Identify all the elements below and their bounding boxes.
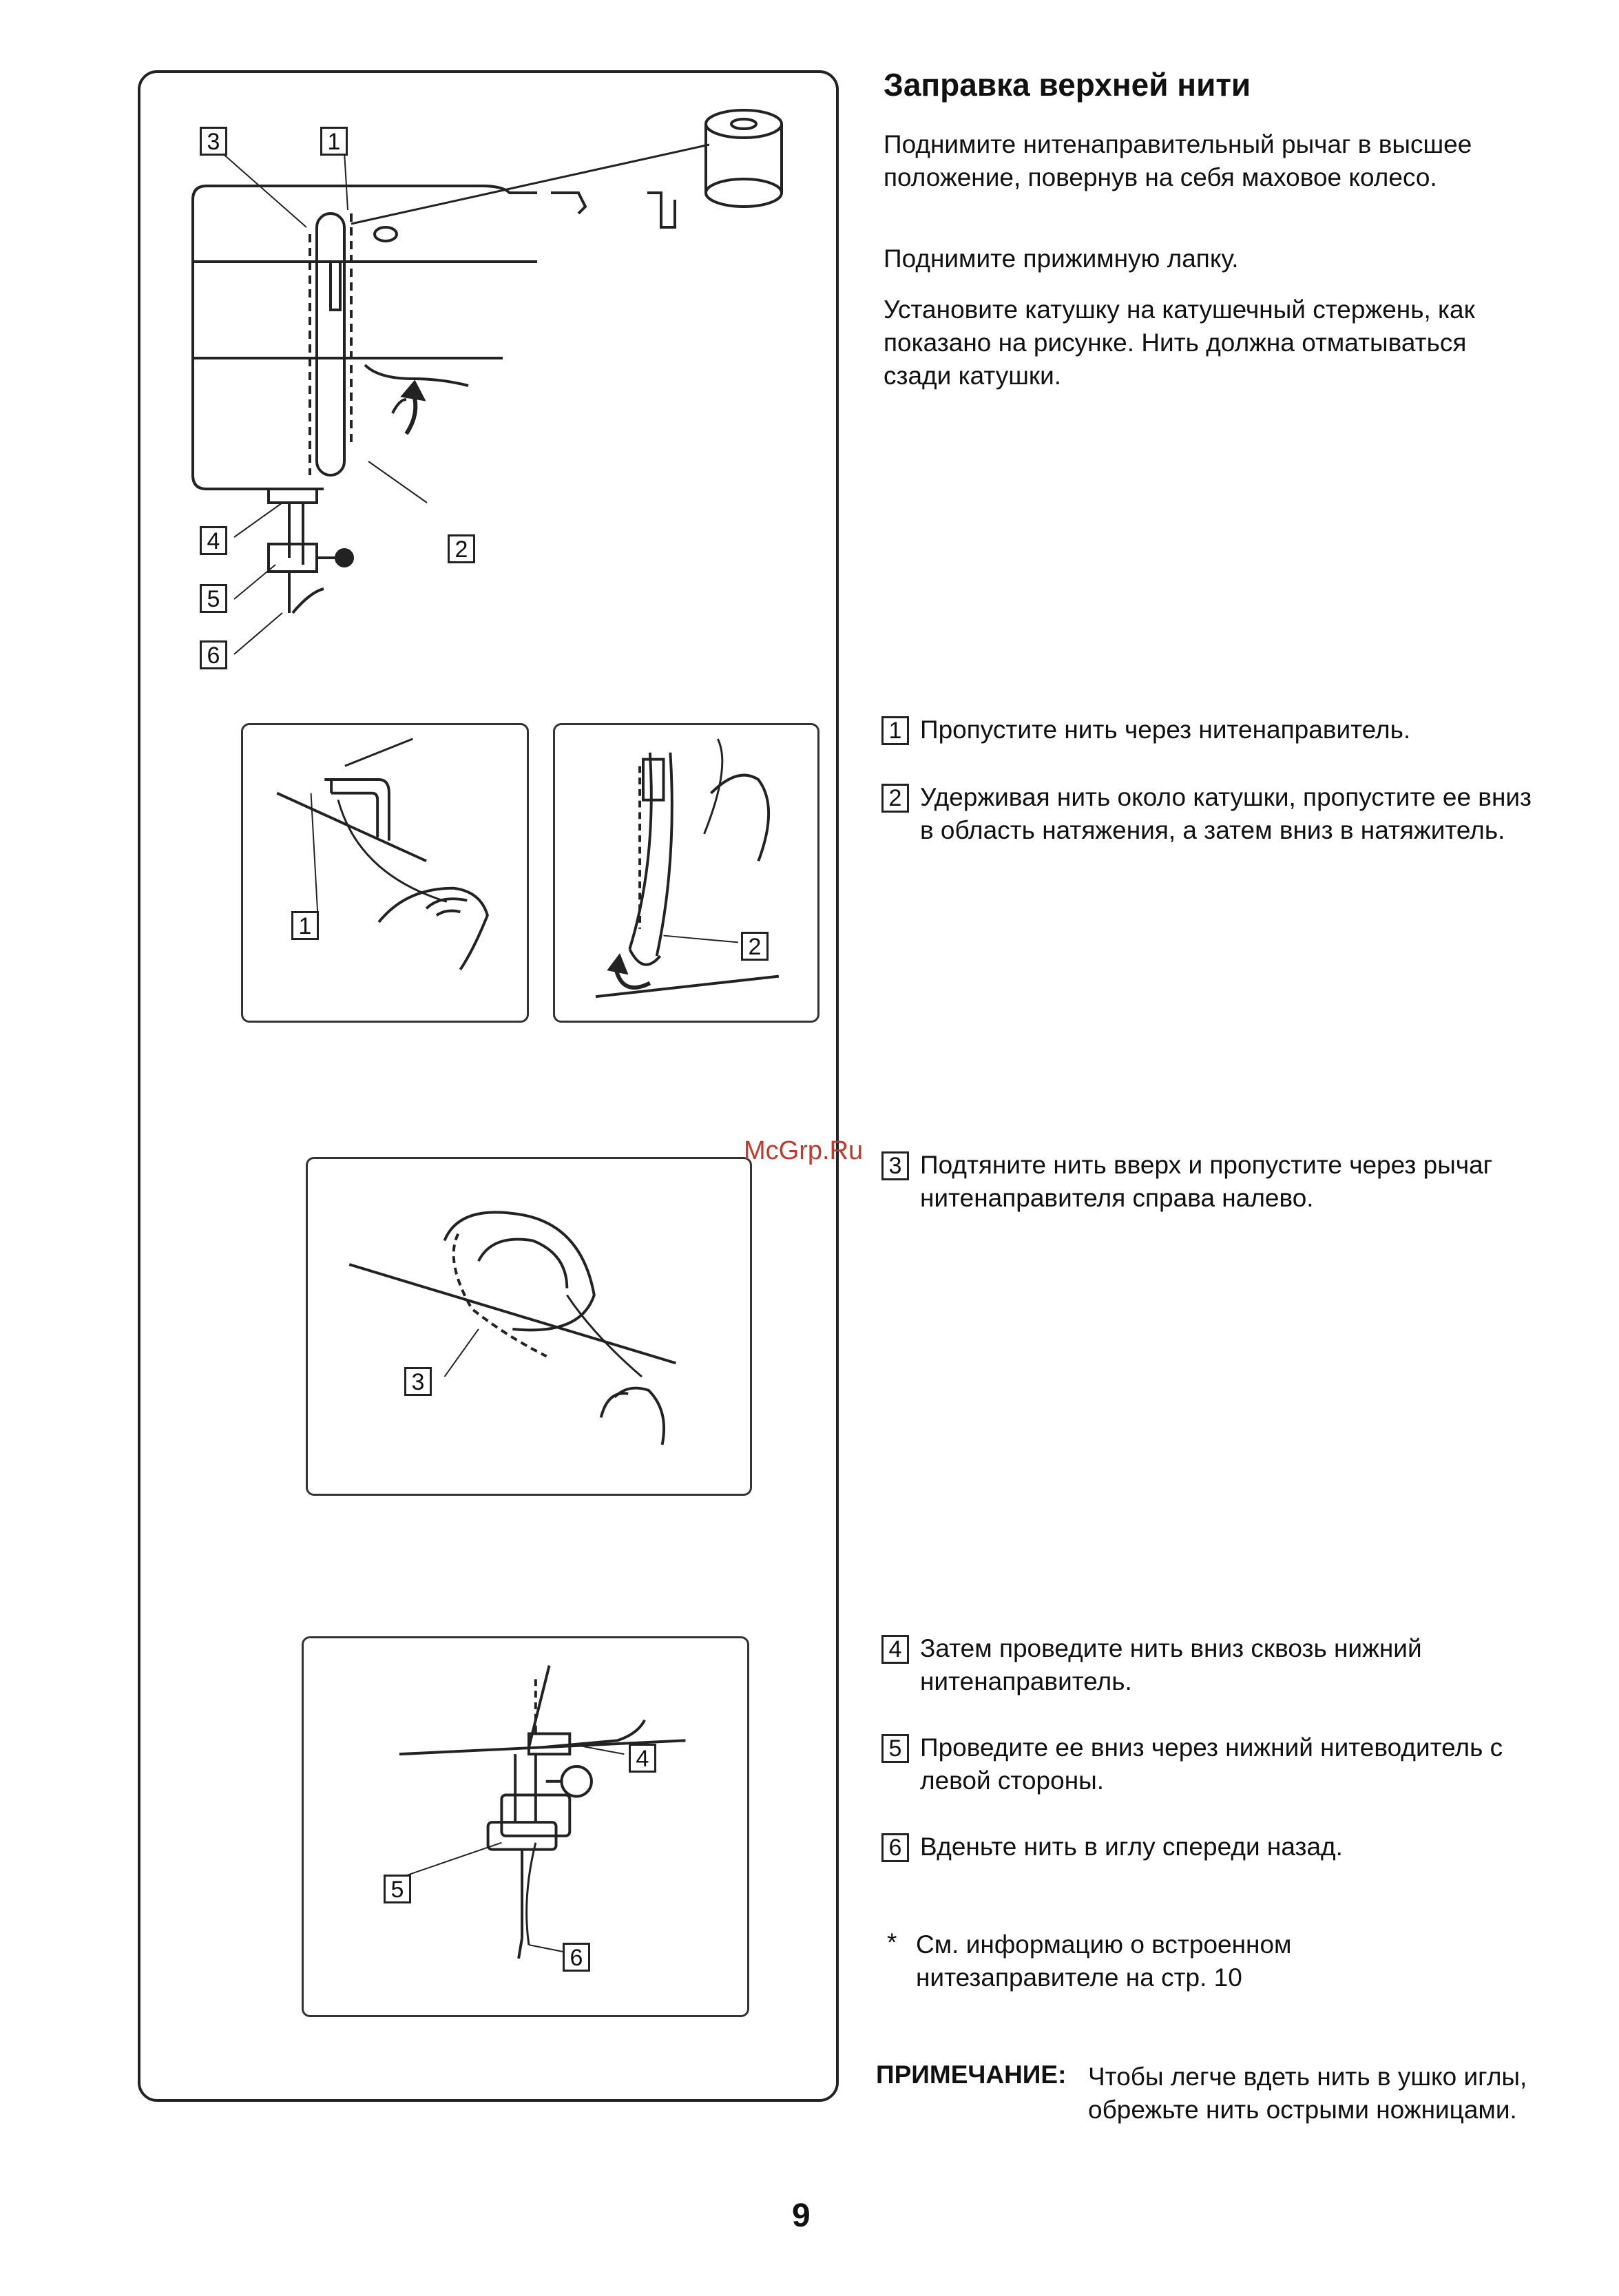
remark-text: Чтобы легче вдеть нить в ушко иглы, обрежьте нить острыми ножницами. (1088, 2063, 1527, 2124)
machine-threading-diagram (179, 90, 799, 696)
callout-main-4: 4 (200, 526, 227, 555)
callout-fig3-3: 3 (404, 1367, 432, 1396)
step-text: Проведите ее вниз через нижний нитеводитель с левой стороны. (920, 1733, 1503, 1795)
page-title: Заправка верхней нити (884, 67, 1251, 103)
figure-steps-4-6 (302, 1636, 749, 2017)
intro-paragraph-2: Поднимите прижимную лапку. (884, 244, 1239, 273)
intro-paragraph-1: Поднимите нитенаправительный рычаг в высшее положение, повернув на себя маховое колесо. (884, 130, 1472, 191)
machine-drawing (179, 90, 799, 696)
callout-fig4-4: 4 (629, 1744, 656, 1773)
callout-fig4-5: 5 (384, 1875, 411, 1903)
callout-fig1-1: 1 (291, 911, 319, 940)
step-text: Вденьте нить в иглу спереди назад. (920, 1833, 1343, 1861)
intro-paragraph-3: Установите катушку на катушечный стержень, как показано на рисунке. Нить должна отматываться сзади катушки. (884, 295, 1475, 390)
note-asterisk: * (887, 1928, 897, 1956)
callout-main-5: 5 (200, 584, 227, 613)
step-text: Затем проведите нить вниз сквозь нижний нитенаправитель. (920, 1634, 1422, 1695)
callout-main-3: 3 (200, 127, 227, 156)
figure-step-2 (553, 723, 819, 1023)
step-number: 3 (881, 1151, 909, 1180)
step-text: Пропустите нить через нитенаправитель. (920, 716, 1411, 744)
step-number: 1 (881, 716, 909, 745)
callout-main-6: 6 (200, 640, 227, 669)
step-text: Удерживая нить около катушки, пропустите ее вниз в область натяжения, а затем вниз в натяжитель. (920, 783, 1532, 844)
remark-label: ПРИМЕЧАНИЕ: (876, 2060, 1067, 2089)
callout-main-1: 1 (320, 127, 348, 156)
callout-fig2-2: 2 (741, 932, 769, 961)
page-number: 9 (792, 2198, 811, 2234)
step-number: 4 (881, 1635, 909, 1664)
step-number: 2 (881, 784, 909, 813)
callout-main-2: 2 (448, 534, 475, 563)
note-text: См. информацию о встроенном нитезаправителе на стр. 10 (916, 1930, 1292, 1992)
step-number: 6 (881, 1833, 909, 1862)
step-text: Подтяните нить вверх и пропустите через рычаг нитенаправителя справа налево. (920, 1151, 1493, 1212)
figure-step-1 (241, 723, 529, 1023)
step-number: 5 (881, 1734, 909, 1763)
watermark: McGrp.Ru (744, 1136, 864, 1165)
callout-fig4-6: 6 (563, 1943, 590, 1972)
figure-step-3 (306, 1157, 752, 1496)
